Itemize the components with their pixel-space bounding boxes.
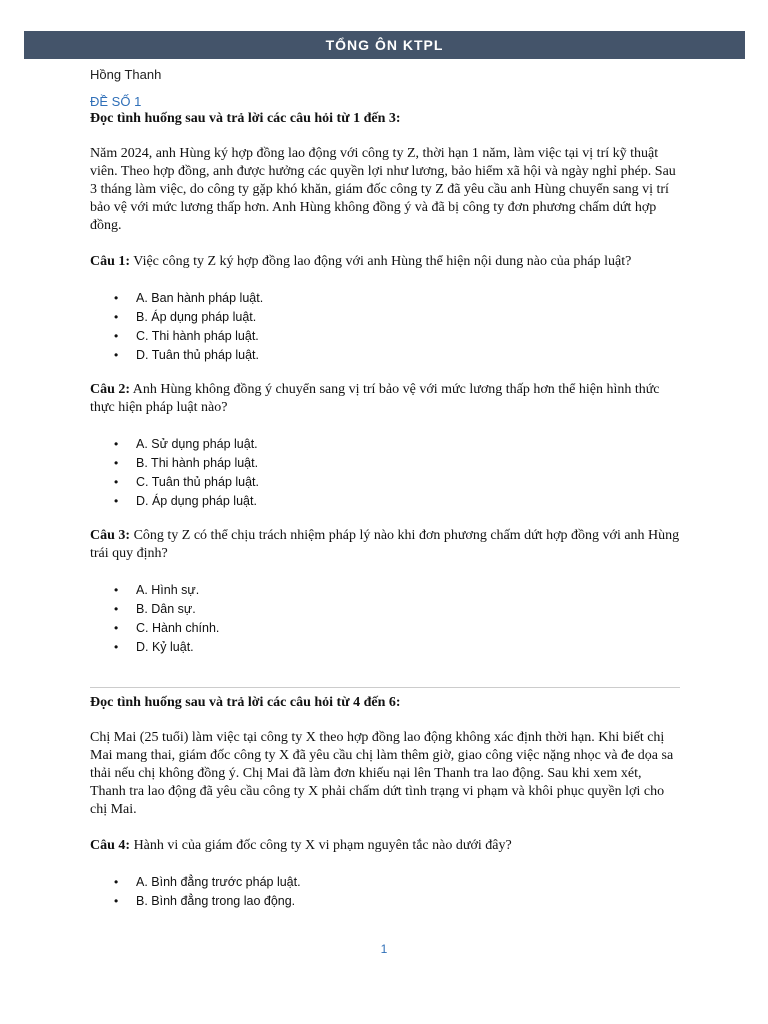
question-label: Câu 3:	[90, 528, 131, 543]
answer-option: • C. Tuân thủ pháp luật.	[136, 473, 680, 492]
answer-option: • B. Bình đẳng trong lao động.	[136, 892, 680, 911]
answer-option: • D. Tuân thủ pháp luật.	[136, 346, 680, 365]
section2-passage: Chị Mai (25 tuổi) làm việc tại công ty X theo hợp đồng lao động không xác định thời hạn. Khi biết chị Mai mang thai, giám đốc công ty X đã yêu cầu chị làm thêm giờ, giao công việc nặng nhọc và đe dọa sa thải nếu chị không đồng ý. Chị Mai đã làm đơn khiếu nại lên Thanh tra lao động. Sau khi xem xét, Thanh tra lao động đã yêu cầu công ty X phải chấm dứt tình trạng vi phạm và khôi phục quyền lợi cho chị Mai.	[90, 730, 674, 817]
answer-option: • A. Bình đẳng trước pháp luật.	[136, 873, 680, 892]
document-body	[90, 66, 680, 927]
section-divider	[90, 687, 680, 688]
question-text: Anh Hùng không đồng ý chuyển sang vị trí bảo vệ với mức lương thấp hơn thể hiện hình thức thực hiện pháp luật nào?	[90, 382, 660, 415]
banner-title: TỔNG ÔN KTPL	[325, 37, 444, 53]
section2-instruction: Đọc tình huống sau và trả lời các câu hỏi từ 4 đến 6:	[90, 695, 401, 710]
question-text: Công ty Z có thể chịu trách nhiệm pháp lý nào khi đơn phương chấm dứt hợp đồng với anh Hùng trái quy định?	[90, 528, 680, 561]
answer-option: • C. Thi hành pháp luật.	[136, 327, 680, 346]
answer-list	[90, 435, 680, 511]
question-1	[90, 253, 680, 271]
page-number: 1	[380, 942, 388, 956]
answer-list	[90, 873, 680, 911]
section1-passage: Năm 2024, anh Hùng ký hợp đồng lao động với công ty Z, thời hạn 1 năm, làm việc tại vị trí kỹ thuật viên. Theo hợp đồng, anh được hưởng các quyền lợi như lương, bảo hiểm xã hội và ngày nghỉ phép. Sau 3 tháng làm việc, do công ty gặp khó khăn, giám đốc công ty Z đã yêu cầu anh Hùng chuyển sang vị trí bảo vệ với mức lương thấp hơn. Anh Hùng không đồng ý và đã bị công ty đơn phương chấm dứt hợp đồng.	[90, 146, 676, 233]
answer-option: • C. Hành chính.	[136, 619, 680, 638]
section1-instruction: Đọc tình huống sau và trả lời các câu hỏi từ 1 đến 3:	[90, 111, 401, 126]
exam-heading: ĐỀ SỐ 1	[90, 94, 142, 109]
answer-list	[90, 289, 680, 365]
question-label: Câu 4:	[90, 838, 131, 853]
question-2	[90, 381, 680, 417]
question-text: Việc công ty Z ký hợp đồng lao động với anh Hùng thể hiện nội dung nào của pháp luật?	[130, 254, 632, 269]
answer-option: • D. Áp dụng pháp luật.	[136, 492, 680, 511]
question-3	[90, 527, 680, 563]
answer-option: • B. Dân sự.	[136, 600, 680, 619]
question-label: Câu 1:	[90, 254, 131, 269]
title-banner	[24, 31, 745, 59]
answer-option: • A. Ban hành pháp luật.	[136, 289, 680, 308]
question-label: Câu 2:	[90, 382, 131, 397]
answer-option: • B. Áp dụng pháp luật.	[136, 308, 680, 327]
question-4	[90, 837, 680, 855]
answer-option: • A. Hình sự.	[136, 581, 680, 600]
author-name: Hồng Thanh	[90, 67, 162, 82]
answer-option: • D. Kỷ luật.	[136, 638, 680, 657]
answer-option: • A. Sử dụng pháp luật.	[136, 435, 680, 454]
answer-list	[90, 581, 680, 657]
answer-option: • B. Thi hành pháp luật.	[136, 454, 680, 473]
question-text: Hành vi của giám đốc công ty X vi phạm nguyên tắc nào dưới đây?	[130, 838, 512, 853]
